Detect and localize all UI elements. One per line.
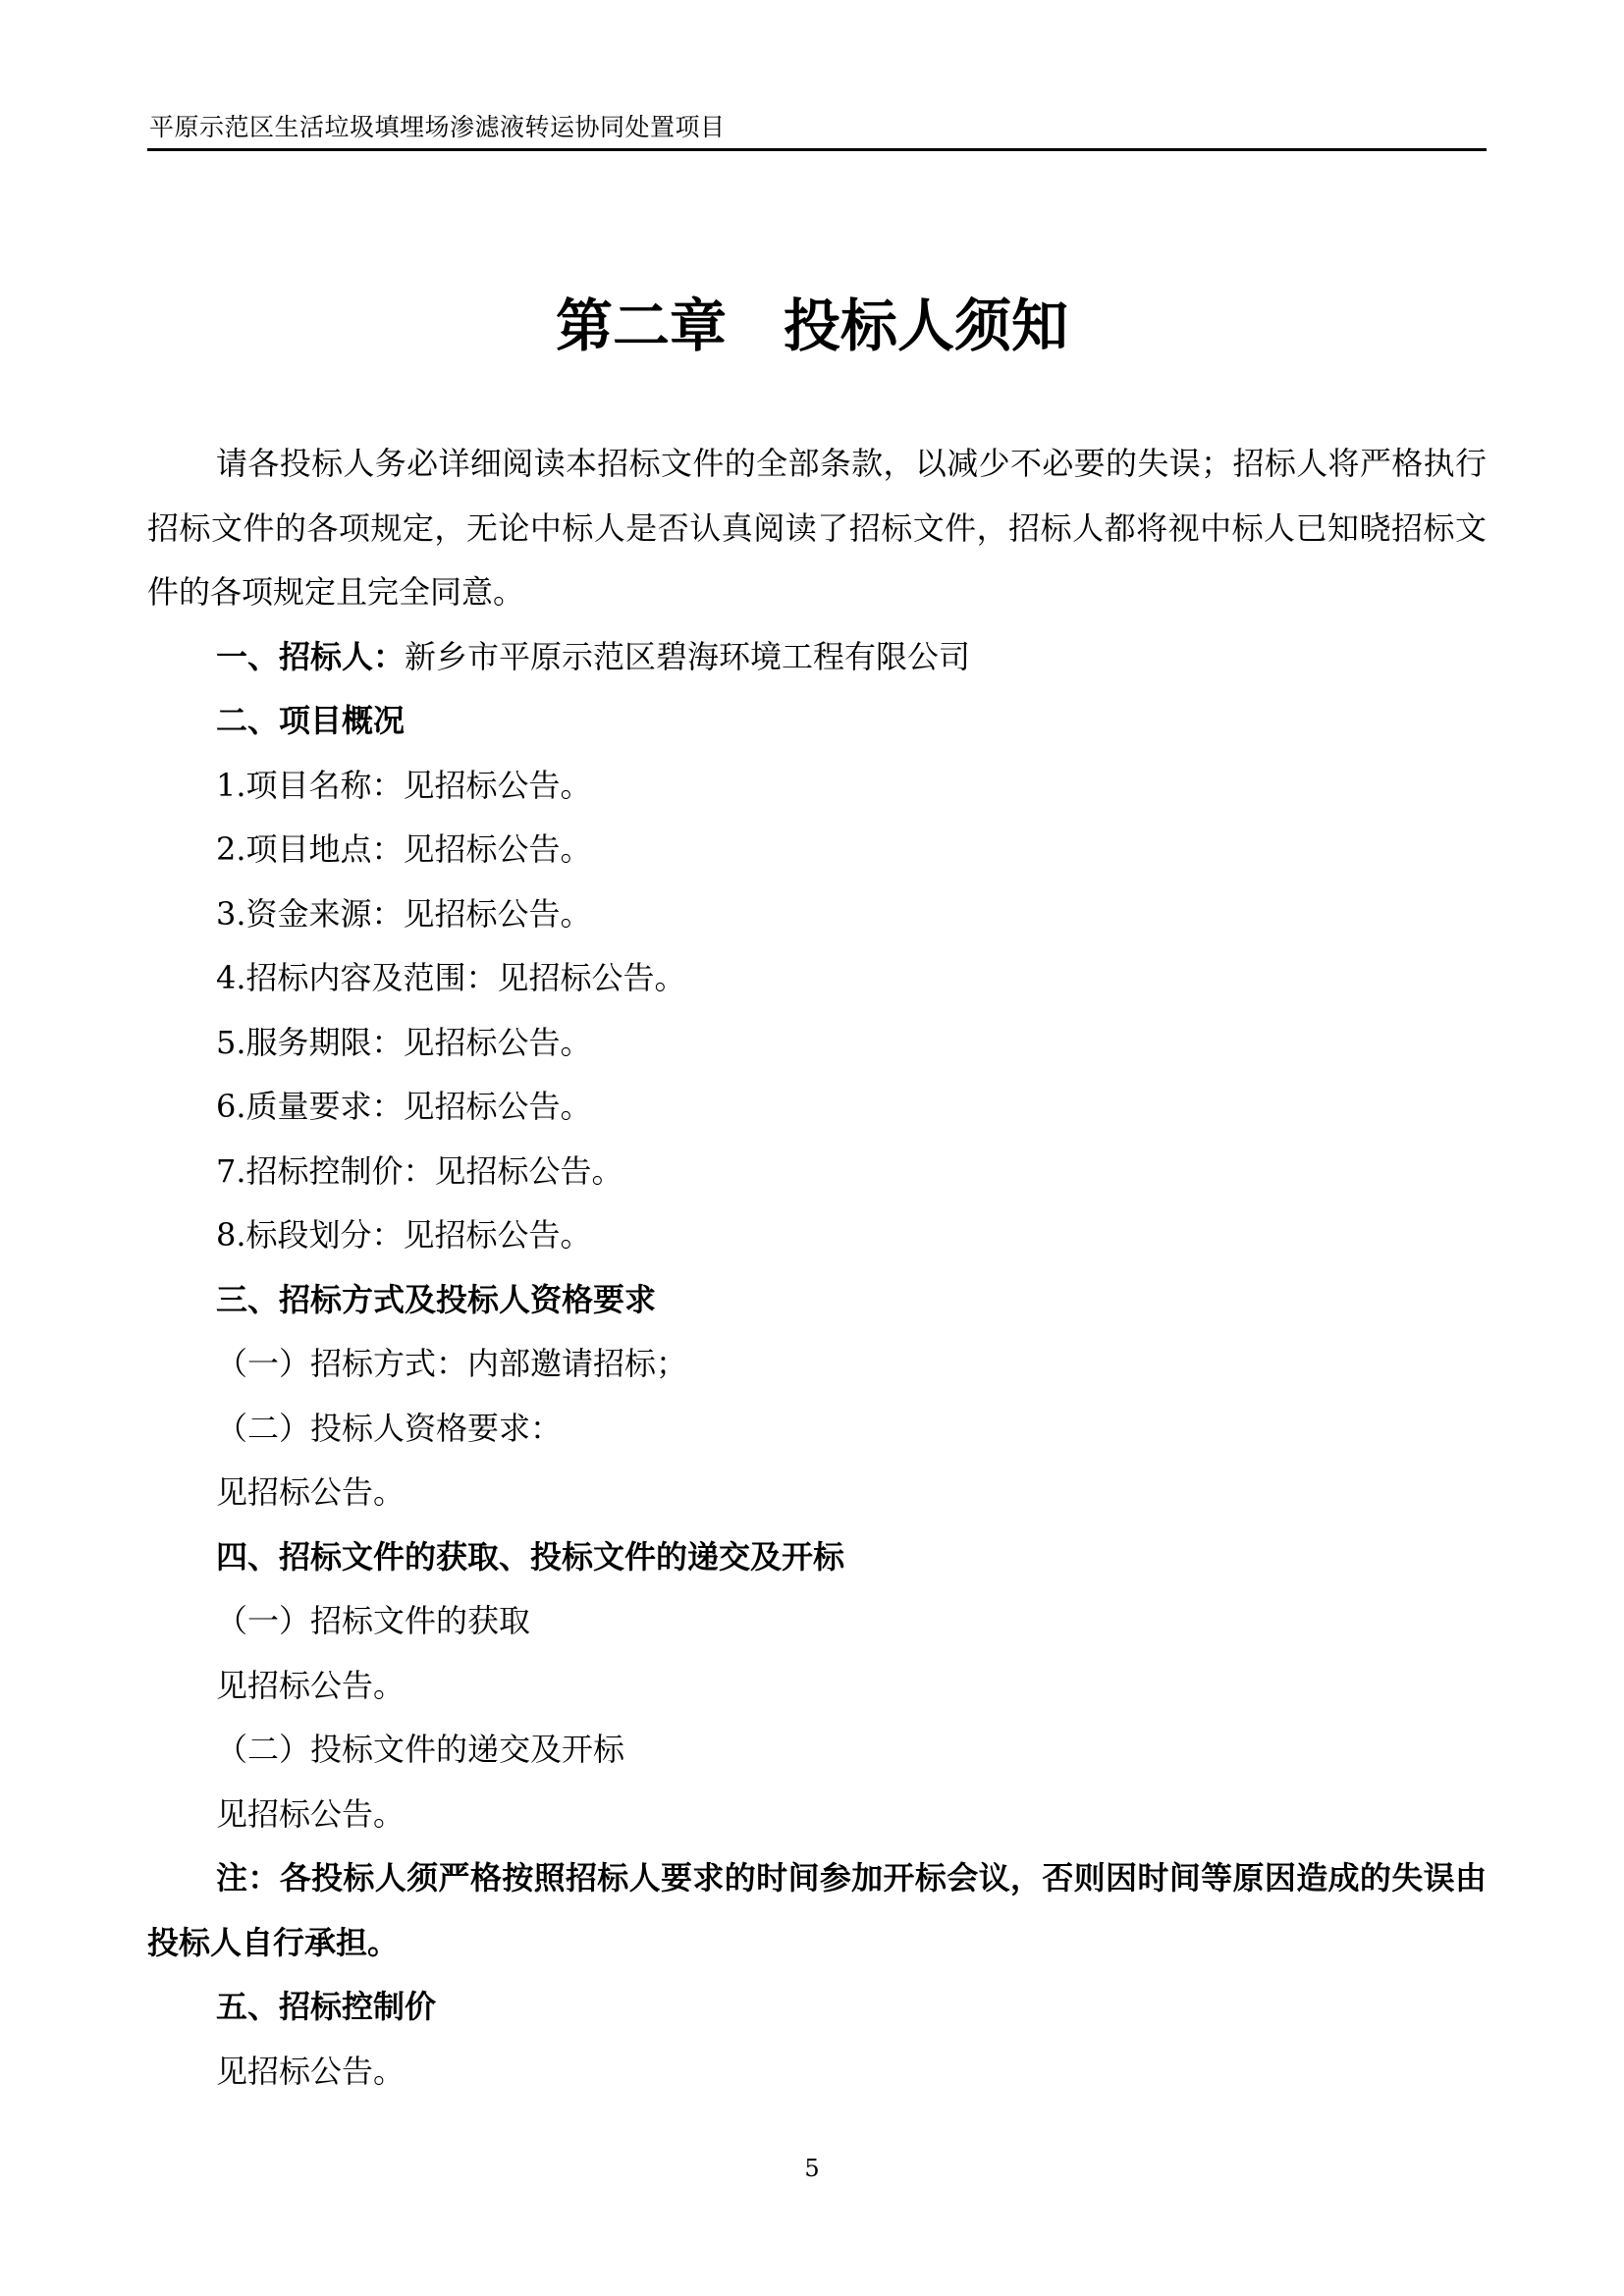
section-3-sub-2: （二）投标人资格要求： <box>216 1409 563 1447</box>
section-1-heading: 一、招标人： <box>216 637 406 675</box>
section-4-sub-2: （二）投标文件的递交及开标 <box>216 1731 625 1768</box>
section-5-heading: 五、招标控制价 <box>216 1988 437 2025</box>
note-paragraph: 注：各投标人须严格按照招标人要求的时间参加开标会议，否则因时间等原因造成的失误由投标人自行承担。 <box>147 1859 1487 1961</box>
section-1-value: 新乡市平原示范区碧海环境工程有限公司 <box>405 637 971 675</box>
list-item: 3.资金来源：见招标公告。 <box>216 894 592 933</box>
section-4-sub-1-text: 见招标公告。 <box>216 1666 406 1704</box>
chapter-title <box>0 287 1624 365</box>
section-5-text: 见招标公告。 <box>216 2052 406 2090</box>
intro-paragraph: 请各投标人务必详细阅读本招标文件的全部条款，以减少不必要的失误；招标人将严格执行招标文件的各项规定，无论中标人是否认真阅读了招标文件，招标人都将视中标人已知晓招标文件的各项规定且完全同意。 <box>147 445 1487 611</box>
section-2-heading: 二、项目概况 <box>216 702 406 739</box>
section-3-heading: 三、招标方式及投标人资格要求 <box>216 1280 657 1318</box>
chapter-number: 第二章 <box>555 293 727 359</box>
section-4-sub-2-text: 见招标公告。 <box>216 1794 406 1833</box>
list-item: 4.招标内容及范围：见招标公告。 <box>216 959 686 996</box>
page-number: 5 <box>804 2155 820 2182</box>
section-4-sub-1: （一）招标文件的获取 <box>216 1602 531 1639</box>
list-item: 7.招标控制价：见招标公告。 <box>216 1151 623 1190</box>
list-item: 5.服务期限：见招标公告。 <box>216 1023 592 1061</box>
list-item: 8.标段划分：见招标公告。 <box>216 1216 592 1254</box>
section-4-heading: 四、招标文件的获取、投标文件的递交及开标 <box>216 1537 845 1575</box>
list-item: 1.项目名称：见招标公告。 <box>216 766 592 804</box>
list-item: 2.项目地点：见招标公告。 <box>216 830 592 868</box>
list-item: 6.质量要求：见招标公告。 <box>216 1088 592 1125</box>
header-rule <box>147 148 1487 151</box>
document-body <box>147 432 1487 2104</box>
section-3-sub-2-text: 见招标公告。 <box>216 1473 406 1511</box>
section-1 <box>147 625 1487 690</box>
running-header: 平原示范区生活垃圾填埋场渗滤液转运协同处置项目 <box>149 113 726 141</box>
chapter-name: 投标人须知 <box>784 293 1069 359</box>
section-3-sub-1: （一）招标方式：内部邀请招标； <box>216 1345 688 1382</box>
